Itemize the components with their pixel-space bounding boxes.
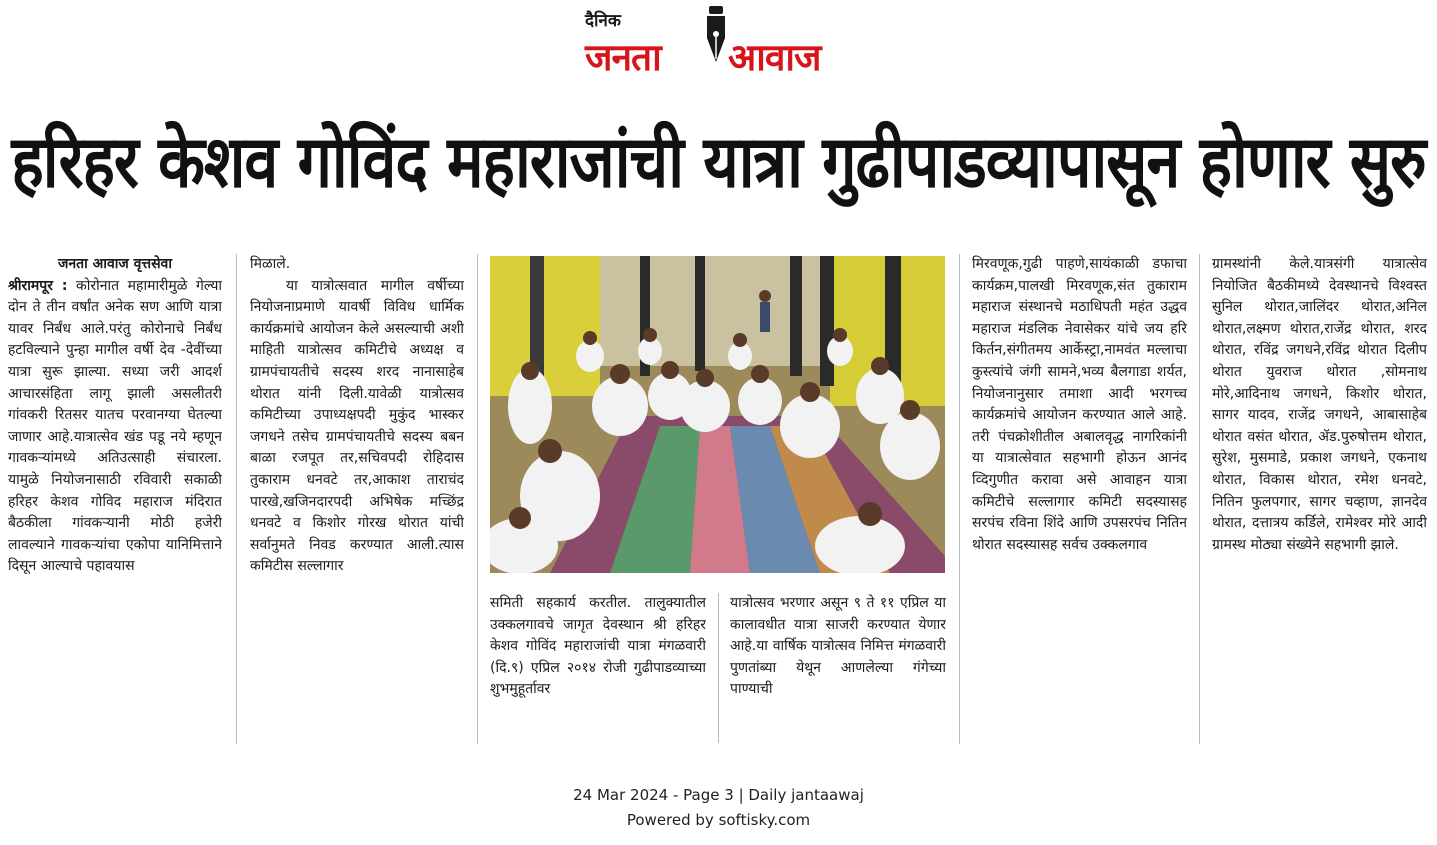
article-lead-paragraph xyxy=(8,276,222,578)
column-divider xyxy=(236,254,237,744)
column-divider xyxy=(959,254,960,744)
article-column-3a xyxy=(490,593,706,743)
article-column-5 xyxy=(1212,254,1427,744)
masthead-brand-left: जनता xyxy=(585,36,661,79)
article-byline: जनता आवाज वृत्तसेवा xyxy=(58,256,172,272)
article-dateline: श्रीरामपूर : xyxy=(8,277,68,294)
article-column-3b xyxy=(730,593,946,743)
article-column-1 xyxy=(8,254,222,744)
article-photo xyxy=(490,256,945,573)
article-column-4 xyxy=(972,254,1187,744)
article-col2-start: मिळाले. xyxy=(250,256,291,272)
masthead-daily-label: दैनिक xyxy=(585,11,621,31)
article-headline: हरिहर केशव गोविंद महाराजांची यात्रा गुढीपाडव्यापासून होणार सुरु xyxy=(11,120,1426,205)
article-col3b-text: यात्रोत्सव भरणार असून ९ ते ११ एप्रिल या कालावधीत यात्रा साजरी करण्यात येणार आहे.या वार्षिक यात्रोत्सव निमित्त मंगळवारी पुणतांब्या येथून आणलेल्या गंगेच्या पाण्याची xyxy=(730,595,946,698)
article-column-2 xyxy=(250,254,464,744)
article-lead-text: कोरोनात महामारीमुळे गेल्या दोन ते तीन वर्षांत अनेक सण आणि यात्रा यावर निर्बंध आले.परंतु कोरोनाचे निर्बंध हटविल्याने पुन्हा मागील वर्षी देव -देवींच्या यात्रा सुरू झाल्या. सध्या जरी आदर्श आचारसंहिता लागू झाली असलीतरी गांवकरी रितसर यातच परवानग्या घेतल्या जाणार आहे.यात्रात्सेव खंड पडू नये म्हणून गावकऱ्यांमध्ये अतिउत्साही संचारला. यामुळे नियोजनासाठी रविवारी सकाळी हरिहर केशव गोविद महाराज मंदिरात बैठकीला गांवकऱ्यानी मोठी हजेरी लावल्याने गावकऱ्यांचा एकोपा यानिमित्ताने दिसून आल्याचे पहावयास xyxy=(8,277,222,575)
article-col3a-text: समिती सहकार्य करतील. तालुक्यातील उक्कलगावचे जागृत देवस्थान श्री हरिहर केशव गोविंद महाराजांची यात्रा मंगळवारी (दि.९) एप्रिल २०१४ रोजी गुढीपाडव्याच्या शुभमुहूर्तावर xyxy=(490,595,706,698)
pen-nib-icon xyxy=(701,4,731,68)
article-col4-text: मिरवणूक,गुढी पाहणे,सायंकाळी डफाचा कार्यक्रम,पालखी मिरवणूक,संत तुकाराम महाराज संस्थानचे मठाधिपती महंत उद्धव महाराज मंडलिक नेवासेकर यांचे जय हरि किर्तन,संगीतमय आर्केस्ट्रा,नामवंत मल्लाचा कुस्त्यांचे जंगी सामने,भव्य बैलगाडा शर्यत, नियोजनानुसार तमाशा आदी भरगच्च कार्यक्रमांचे आयोजन करण्यात आले आहे. तरी पंचक्रोशीतील अबालवृद्ध नागरिकांनी या यात्रात्सेवात सहभागी होऊन आनंद व्दिगुणीत करावा असे आवाहन यात्रा कमिटीचे सल्लागार कमिटी सदस्यासह सरपंच रविना शिंदे आणि उपसरपंच नितिन थोरात सदस्यासह सर्वच उक्कलगाव xyxy=(972,256,1187,553)
column-divider xyxy=(477,254,478,744)
column-divider xyxy=(1199,254,1200,744)
meeting-photo-illustration xyxy=(490,256,945,573)
powered-by-link[interactable]: Powered by softisky.com xyxy=(626,811,811,829)
article-col5-text: ग्रामस्थांनी केले.यात्रसंगी यात्रात्सेव नियोजित बैठकीमध्ये देवस्थानचे विश्वस्त सुनिल थोरात,जालिंदर थोरात,अनिल थोरात,लक्ष्मण थोरात,राजेंद्र थोरात, शरद थोरात, रविंद्र जगधने,रविंद्र थोरात दिलीप थोरात युवराज थोरात ,सोमनाथ मोरे,आदिनाथ जगधने, किशोर थोरात, सागर यादव, राजेंद्र जगधने, आबासाहेब थोरात वसंत थोरात, ॲड.पुरुषोत्तम थोरात, सुरेश, मुसमाडे, प्रकाश जगधने, एकनाथ थोरात, विकास थोरात, रमेश धनवटे, नितिन फुलपगार, सागर चव्हाण, ज्ञानदेव थोरात, दत्तात्रय कर्डिले, रामेश्वर मोरे आदी ग्रामस्थ मोठ्या संख्येने सहभागी झाले. xyxy=(1212,256,1427,553)
article-col2-paragraph: या यात्रोत्सवात मागील वर्षीच्या नियोजनाप्रमाणे यावर्षी विविध धार्मिक कार्यक्रमांचे आयोजन केले असल्याची अशी माहिती यात्रोत्सव कमिटीचे अध्यक्ष व ग्रामपंचायतीचे सदस्य शरद नानासाहेब थोरात यांनी दिली.यावेळी यात्रोत्सव कमिटीच्या उपाध्यक्षपदी मुकुंद भास्कर जगधने तसेच ग्रामपंचायतीचे सदस्य बबन बाळा रजपूत तर,सचिवपदी रोहिदास तुकाराम धनवटे तर,आकाश ताराचंद पारखे,खजिनदारपदी अभिषेक मच्छिंद्र धनवटे व किशोर गोरख थोरात यांची सर्वानुमते निवड करण्यात आली.त्यास कमिटीस सल्लागार xyxy=(250,277,464,575)
masthead-brand-right: आवाज xyxy=(728,36,821,79)
newspaper-masthead xyxy=(585,4,865,79)
page-info-footer: 24 Mar 2024 - Page 3 | Daily jantaawaj xyxy=(573,786,864,804)
column-divider xyxy=(718,593,719,743)
